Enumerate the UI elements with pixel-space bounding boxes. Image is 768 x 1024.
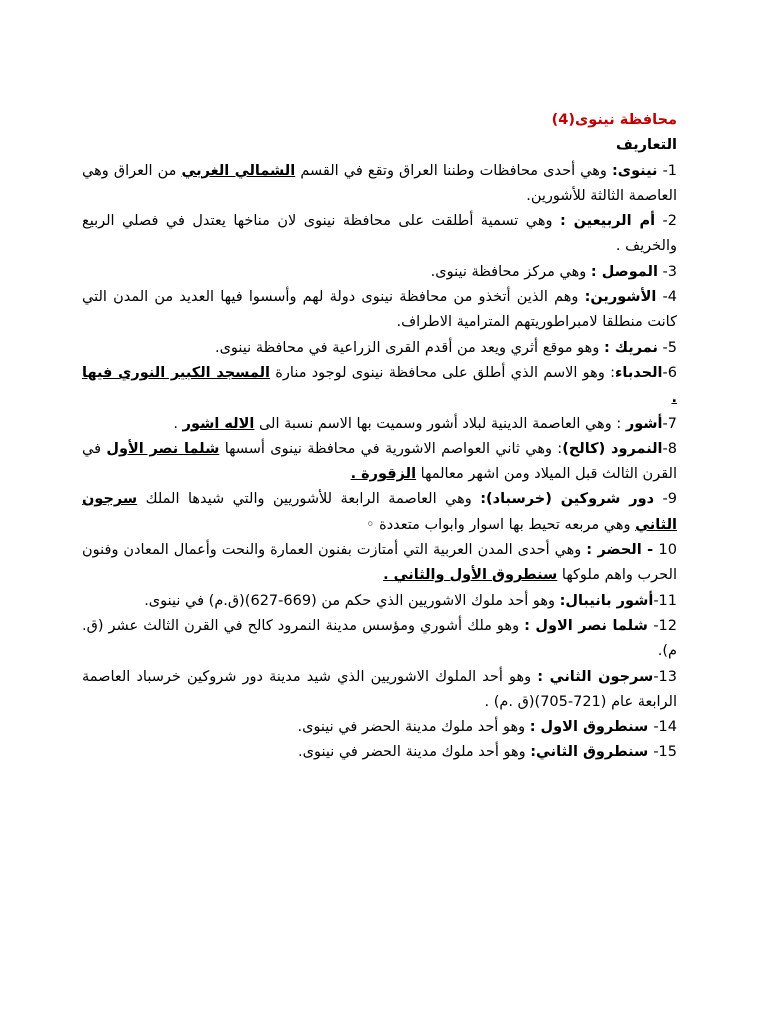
item-text: وهم الذين أتخذو من محافظة نينوى دولة لهم وأسسوا فيها العديد من المدن التي كانت منطلقا لامبراطوريتهم المترامية الاطراف. <box>82 289 677 331</box>
item-text: وهي العاصمة الرابعة للأشوريين والتي شيدها الملك <box>137 491 481 508</box>
item-term: شلما نصر الاول : <box>524 617 654 634</box>
item-highlight: سرجون الثاني <box>82 491 677 533</box>
item-term: نينوى: <box>612 162 658 179</box>
document-page <box>82 108 677 766</box>
item-highlight: الزقورة . <box>350 466 417 483</box>
item-number: 6- <box>662 364 677 381</box>
item-text: : وهو الاسم الذي أطلق على محافظة نينوى لوجود منارة <box>270 364 615 381</box>
item-highlight: سنطروق الأول والثاني . <box>383 567 558 584</box>
item-term: نمريك : <box>603 339 658 356</box>
item-text: وهو ملك أشوري ومؤسس مدينة النمرود كالح في القرن الثالث عشر (ق. م). <box>82 617 677 660</box>
item-text: وهو أحد ملوك الاشوريين الذي حكم من (669-627)(ق.م) في نينوى. <box>144 592 560 609</box>
item-text: وهي أحدى المدن العربية التي أمتازت بفنون العمارة والنحت وأعمال المعادن وفنون الحرب واهم ملوكها <box>82 542 677 584</box>
definition-item <box>82 487 677 538</box>
item-term: الأشورين: <box>584 289 657 306</box>
item-number: 8- <box>662 440 677 457</box>
definition-item <box>82 361 677 412</box>
item-number: 13- <box>653 668 677 685</box>
item-text: وهو أحد ملوك مدينة الحضر في نينوى. <box>297 719 530 736</box>
item-number: 5- <box>662 339 677 356</box>
item-text: وهي مركز محافظة نينوى. <box>430 263 591 280</box>
item-term: أشور بانيبال: <box>559 592 654 609</box>
definition-item <box>82 209 677 260</box>
definition-item <box>82 665 677 716</box>
item-term: الحدباء <box>614 364 663 381</box>
item-text: : وهي العاصمة الدينية لبلاد أشور وسميت بها الاسم نسبة الى <box>254 415 626 432</box>
item-text: وهو أحد ملوك مدينة الحضر في نينوى. <box>298 744 531 761</box>
item-term: النمرود (كالح) <box>562 440 663 457</box>
item-text: . <box>173 415 183 432</box>
section-heading: التعاريف <box>615 137 677 154</box>
item-text: في القرن الثالث قبل الميلاد ومن اشهر معالمها <box>82 440 677 483</box>
definition-item <box>82 285 677 336</box>
item-number: 2- <box>662 213 677 230</box>
item-text: وهي تسمية أطلقت على محافظة نينوى لان مناخها يعتدل في فصلي الربيع والخريف . <box>82 213 677 255</box>
page-title: محافظة نينوى(4) <box>551 112 677 128</box>
item-highlight: المسجد الكبير النوري فيها . <box>82 364 677 407</box>
definition-item <box>82 412 677 437</box>
item-number: 9- <box>662 491 678 508</box>
item-term: أشور <box>625 415 663 432</box>
item-number: 12- <box>653 617 677 634</box>
item-number: 14- <box>653 719 677 736</box>
definition-item <box>82 740 677 765</box>
item-number: 3- <box>662 263 677 280</box>
item-number: 10 <box>658 542 677 559</box>
definition-item <box>82 336 677 361</box>
item-term: الموصل : <box>590 263 658 280</box>
definition-item <box>82 159 677 210</box>
item-number: 4- <box>662 289 677 306</box>
item-number: 11- <box>653 592 677 609</box>
definition-item <box>82 614 677 665</box>
item-text: وهي مربعه تحيط بها اسوار وابواب متعددة ◦ <box>365 516 636 533</box>
item-text: وهو موقع أثري ويعد من أقدم القرى الزراعية في محافظة نينوى. <box>214 339 604 356</box>
item-number: 15- <box>653 744 677 761</box>
item-text: : وهي ثاني العواصم الاشورية في محافظة نينوى أسسها <box>219 440 563 457</box>
definition-item <box>82 437 677 488</box>
item-term: سنطروق الثاني: <box>530 744 654 761</box>
item-text: من العراق وهي العاصمة الثالثة للأشورين. <box>82 162 677 204</box>
definition-item <box>82 589 677 614</box>
item-term: سنطروق الاول : <box>529 719 654 736</box>
item-number: 7- <box>662 415 677 432</box>
item-number: 1- <box>662 162 678 179</box>
item-term: دور شروكين (خرسباد): <box>480 491 655 508</box>
item-highlight: الشمالي الغربي <box>181 162 296 179</box>
definition-item <box>82 715 677 740</box>
definition-item <box>82 260 677 285</box>
definition-item <box>82 538 677 589</box>
item-highlight: الاله اشور <box>182 415 255 432</box>
item-term: سرجون الثاني : <box>537 668 654 685</box>
item-highlight: شلما نصر الأول <box>106 440 220 457</box>
item-text: وهو أحد الملوك الاشوريين الذي شيد مدينة دور شروكين خرسباد العاصمة الرابعة عام (721-705)(ق .م) . <box>82 668 677 710</box>
item-term: أم الربيعين : <box>559 213 656 230</box>
item-text: وهي أحدى محافظات وطننا العراق وتقع في القسم <box>295 162 612 179</box>
item-term: - الحضر : <box>586 542 659 559</box>
